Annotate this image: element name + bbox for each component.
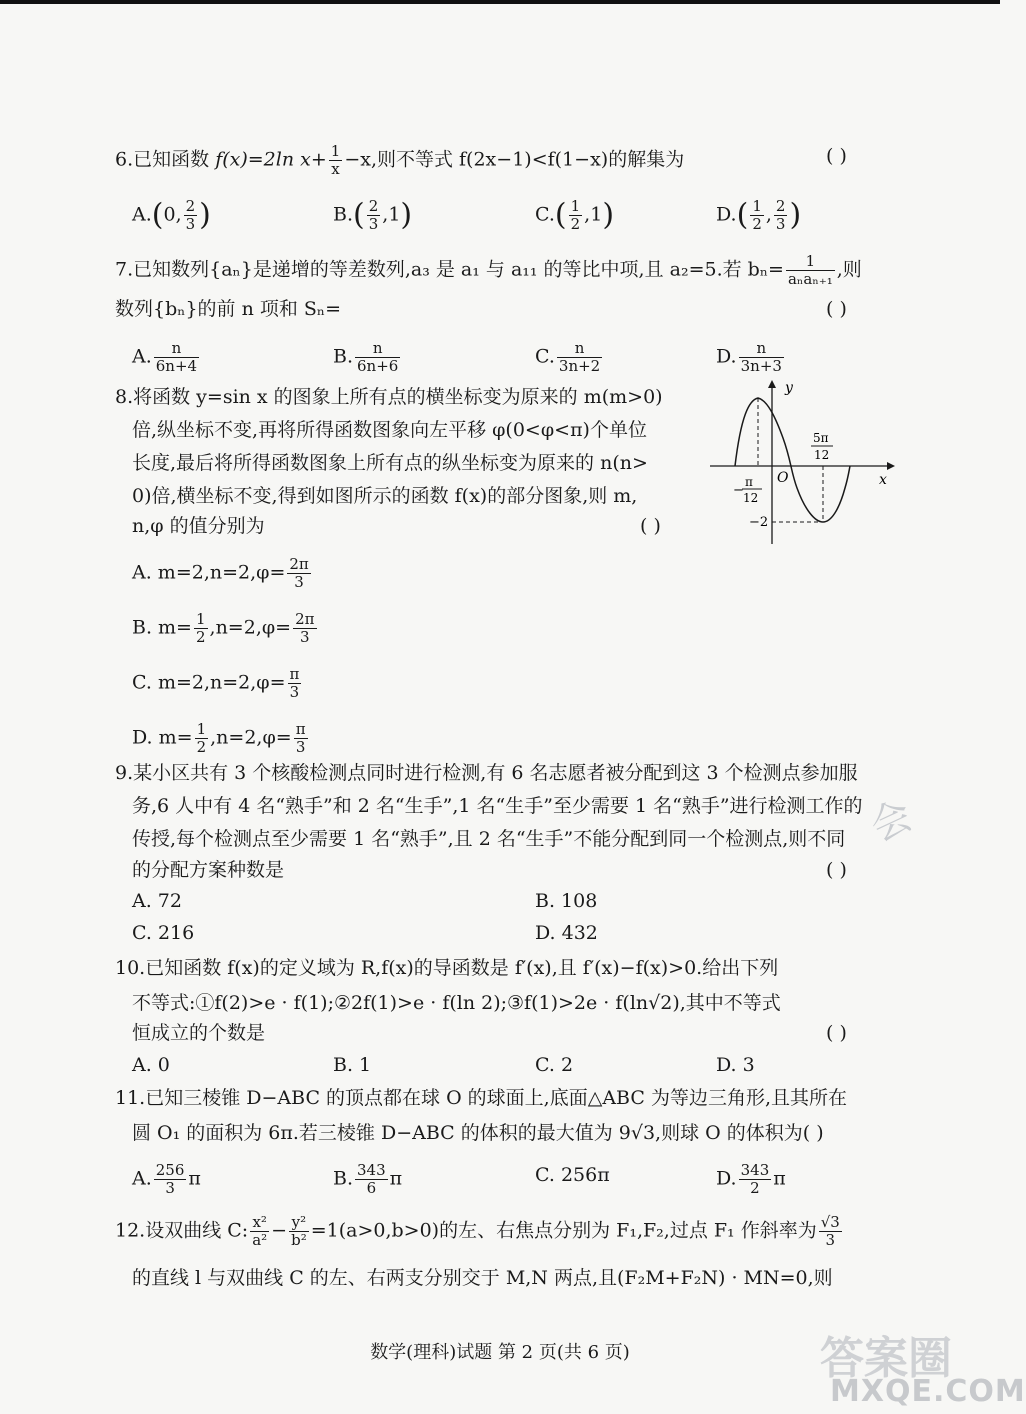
watermark-brand-cn: 答案圈 — [820, 1333, 952, 1384]
q9-option-c: C. 216 — [132, 922, 195, 944]
side-watermark: 会 — [863, 792, 920, 851]
neg-pi-num: π — [745, 475, 753, 489]
q6-option-d: D.( $\frac{1}{2}$ , $\frac{2}{3}$ ) — [716, 197, 802, 233]
q8-option-b: B. m= $\frac{1}{2}$ ,n=2,φ= $\frac{2\pi}{3}$ — [132, 610, 315, 646]
q10-line-2: 不等式:①f(2)>e · f(1);②2f(1)>e · f(ln 2);③f(1)>2e · f(ln√2),其中不等式 — [132, 992, 781, 1014]
top-border — [0, 0, 1000, 4]
q10-option-a: A. 0 — [132, 1054, 170, 1076]
q7-answer-paren: ( ) — [826, 298, 847, 320]
q7-line-1: 7.已知数列{aₙ}是递增的等差数列,a₃ 是 a₁ 与 a₁₁ 的等比中项,且 a₂=5.若 bₙ= $\frac{1}{\text{aₙaₙ₊₁}}$ ,则 — [115, 252, 862, 288]
q9-line-4: 的分配方案种数是 — [132, 859, 285, 881]
q8-answer-paren: ( ) — [640, 515, 661, 537]
q9-option-d: D. 432 — [535, 922, 598, 944]
q9-option-b: B. 108 — [535, 890, 598, 912]
q10-answer-paren: ( ) — [826, 1022, 847, 1044]
q7-option-b: B. $\frac{n}{6n+6}$ — [333, 339, 399, 375]
q8-option-c: C. m=2,n=2,φ= $\frac{\pi}{3}$ — [132, 665, 300, 701]
q11-option-b: B. $\frac{343}{6}$ π — [333, 1161, 403, 1197]
pos-pi-num: 5π — [813, 431, 829, 445]
y-axis-arrow — [768, 380, 776, 388]
q8-function-graph — [705, 378, 895, 548]
q6-option-c: C.( $\frac{1}{2}$ ,1) — [535, 197, 615, 233]
q8-line-5: n,φ 的值分别为 — [132, 515, 265, 537]
q11-option-a: A. $\frac{256}{3}$ π — [132, 1161, 201, 1197]
watermark-brand-url: MXQE.COM — [830, 1374, 1026, 1409]
q11-line-2: 圆 O₁ 的面积为 6π.若三棱锥 D−ABC 的体积的最大值为 9√3,则球 O 的体积为( ) — [132, 1122, 824, 1144]
q6-option-b: B.( $\frac{2}{3}$ ,1) — [333, 197, 413, 233]
q8-option-a: A. m=2,n=2,φ= $\frac{2\pi}{3}$ — [132, 555, 309, 591]
q9-line-2: 务,6 人中有 4 名“熟手”和 2 名“生手”,1 名“生手”至少需要 1 名“熟手”进行检测工作的 — [132, 795, 863, 817]
q11-option-c: C. 256π — [535, 1164, 610, 1186]
min-value-label: −2 — [749, 515, 769, 530]
origin-label: O — [777, 470, 789, 486]
q10-option-c: C. 2 — [535, 1054, 574, 1076]
q11-line-1: 11.已知三棱锥 D−ABC 的顶点都在球 O 的球面上,底面△ABC 为等边三角形,且其所在 — [115, 1087, 847, 1109]
q9-answer-paren: ( ) — [826, 859, 847, 881]
q10-line-1: 10.已知函数 f(x)的定义域为 R,f(x)的导函数是 f′(x),且 f′(x)−f(x)>0.给出下列 — [115, 957, 779, 979]
y-axis-label: y — [785, 380, 793, 396]
neg-pi-den: 12 — [743, 491, 759, 505]
q8-option-d: D. m= $\frac{1}{2}$ ,n=2,φ= $\frac{\pi}{3}$ — [132, 720, 306, 756]
q7-line-2: 数列{bₙ}的前 n 项和 Sₙ= — [115, 298, 342, 320]
q8-line-2: 倍,纵坐标不变,再将所得函数图象向左平移 φ(0<φ<π)个单位 — [132, 419, 647, 441]
pos-pi-den: 12 — [814, 448, 830, 462]
x-axis-label: x — [879, 472, 887, 488]
q9-line-3: 传授,每个检测点至少需要 1 名“熟手”,且 2 名“生手”不能分配到同一个检测点,则不同 — [132, 828, 846, 850]
q12-line-2: 的直线 l 与双曲线 C 的左、右两支分别交于 M,N 两点,且(F₂M+F₂N) · MN=0,则 — [132, 1267, 833, 1289]
page-footer: 数学(理科)试题 第 2 页(共 6 页) — [370, 1342, 630, 1363]
q6-answer-paren: ( ) — [826, 145, 847, 167]
q12-line-1: 12.设双曲线 C: $\frac{\text{x²}}{\text{a²}}$ − $\frac{\text{y²}}{\text{b²}}$ =1(a>0,b>0)的左、右焦点分别为 F₁,F₂,过点 F₁ 作斜率为 $\frac{√3}{3}$ — [115, 1213, 840, 1249]
neg-sign-label: − — [733, 483, 744, 498]
q11-option-d: D. $\frac{343}{2}$ π — [716, 1161, 786, 1197]
q8-line-1: 8.将函数 y=sin x 的图象上所有点的横坐标变为原来的 m(m>0) — [115, 386, 663, 408]
q7-option-d: D. $\frac{n}{3n+3}$ — [716, 339, 782, 375]
q8-line-3: 长度,最后将所得函数图象上所有点的纵坐标变为原来的 n(n> — [132, 452, 648, 474]
q9-line-1: 9.某小区共有 3 个核酸检测点同时进行检测,有 6 名志愿者被分配到这 3 个检测点参加服 — [115, 762, 858, 784]
q8-line-4: 0)倍,横坐标不变,得到如图所示的函数 f(x)的部分图象,则 m, — [132, 485, 638, 507]
q6-stem: 6.已知函数 f(x)=2ln x+ $\frac{1}{x}$ −x,则不等式 f(2x−1)<f(1−x)的解集为 — [115, 142, 685, 178]
x-axis-arrow — [887, 462, 895, 470]
q6-frac: $\frac{1}{x}$ — [330, 142, 341, 178]
q9-option-a: A. 72 — [132, 890, 182, 912]
q7-option-c: C. $\frac{n}{3n+2}$ — [535, 339, 601, 375]
q10-option-b: B. 1 — [333, 1054, 372, 1076]
q6-option-a: A.(0, $\frac{2}{3}$ ) — [132, 197, 211, 233]
q10-option-d: D. 3 — [716, 1054, 755, 1076]
q7-option-a: A. $\frac{n}{6n+4}$ — [132, 339, 198, 375]
q10-line-3: 恒成立的个数是 — [132, 1022, 266, 1044]
